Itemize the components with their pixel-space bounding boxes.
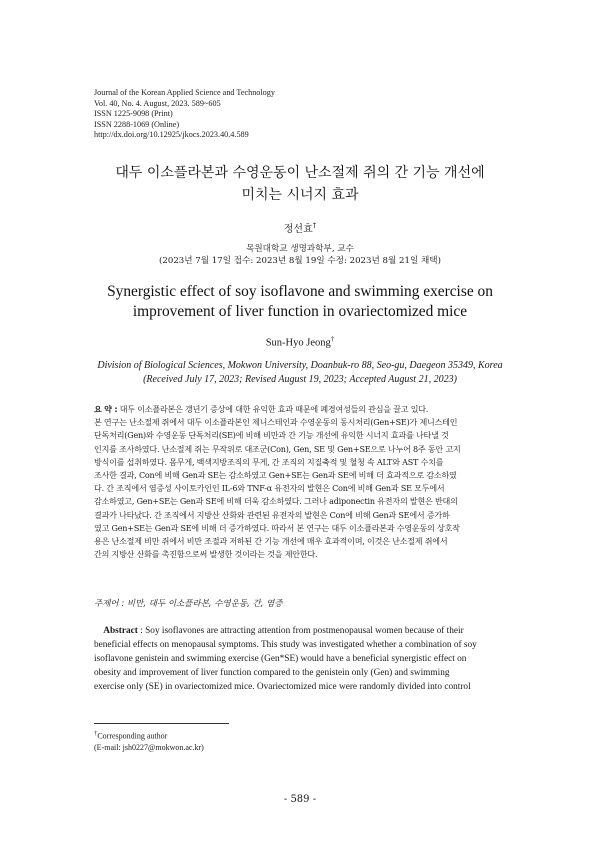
- korean-affiliation: 목원대학교 생명과학부, 교수: [246, 244, 354, 254]
- korean-abstract-line: 요 약 : 대두 이소플라본은 갱년기 증상에 대한 유익한 효과 때문에 폐경여성들의 관심을 끌고 있다.: [94, 405, 429, 414]
- journal-volume: Vol. 40, No. 4. August, 2023. 589~605: [94, 98, 221, 108]
- doi-link[interactable]: http://dx.doi.org/10.12925/jkocs.2023.40.4.589: [94, 130, 249, 140]
- korean-affiliation-block: [0, 243, 600, 267]
- korean-abstract: [94, 403, 508, 561]
- english-abstract-line: beneficial effects on menopausal symptoms. This study was investigated whether a combination of soy: [94, 640, 477, 651]
- english-title-line2: improvement of liver function in ovariectomized mice: [132, 303, 468, 320]
- korean-abstract-line: 결과가 나타났다. 간 조직에서 지방산 산화와 관련된 유전자의 발현은 Con에 비해 Gen과 SE에서 증가하: [94, 510, 450, 520]
- korean-dates: (2023년 7월 17일 접수: 2023년 8월 19일 수정: 2023년 8월 21일 채택): [159, 256, 441, 266]
- english-abstract-line: Abstract : Soy isoflavones are attracting attention from postmenopausal women because of their: [103, 626, 464, 636]
- english-affiliation-block: [0, 359, 600, 387]
- korean-keywords: 주제어 : 비만, 대두 이소플라본, 수영운동, 간, 염증: [94, 599, 283, 609]
- korean-abstract-line: 용은 난소절제 비만 쥐에서 비만 조절과 저하된 간 기능 개선에 매우 효과적이며, 이것은 난소절제 쥐에서: [94, 537, 448, 547]
- korean-abstract-line: 본 연구는 난소절제 쥐에서 대두 이소플라본인 제니스테인과 수영운동의 동시처리(Gen+SE)가 제니스테인: [94, 418, 458, 428]
- page-number: - 589 -: [283, 794, 317, 805]
- english-abstract-label: Abstract: [103, 626, 138, 636]
- english-author-mark: †: [330, 335, 335, 343]
- korean-author: [0, 220, 600, 235]
- journal-info: [94, 88, 394, 141]
- korean-title-line2: 미치는 시너지 효과: [241, 187, 359, 203]
- english-author: [0, 335, 600, 349]
- korean-title-line1: 대두 이소플라본과 수영운동이 난소절제 쥐의 간 기능 개선에: [115, 165, 485, 181]
- english-abstract-line: obesity and improvement of liver function compared to the genistein only (Gen) and swimming: [94, 668, 450, 679]
- korean-author-mark: †: [312, 221, 317, 230]
- english-dates: (Received July 17, 2023; Revised August 19, 2023; Accepted August 21, 2023): [143, 374, 457, 385]
- korean-abstract-line: 였고 Gen+SE는 Gen과 SE에 비해 더 증가하였다. 따라서 본 연구는 대두 이소플라본과 수영운동의 상호작: [94, 523, 460, 533]
- korean-abstract-label: 요 약 :: [94, 405, 118, 414]
- korean-abstract-line: 간의 지방산 산화를 촉진함으로써 발생한 것이라는 것을 제안한다.: [94, 550, 318, 560]
- english-abstract-line: isoflavone genistein and swimming exercise (Gen*SE) would have a beneficial synergistic effect on: [94, 654, 467, 665]
- footnote-divider: [94, 723, 229, 724]
- english-title: [60, 282, 540, 322]
- english-author-name: Sun-Hyo Jeong: [265, 337, 331, 349]
- korean-abstract-line: 인지를 조사하였다. 난소절제 쥐는 무작위로 대조군(Con), Gen, SE 및 Gen+SE으로 나누어 8주 동안 고지: [94, 444, 461, 454]
- english-affiliation: Division of Biological Sciences, Mokwon University, Doanbuk-ro 88, Seo-gu, Daegeon 35349, Korea: [97, 360, 503, 371]
- english-abstract: [94, 624, 508, 694]
- footnote-email: (E-mail: jsh0227@mokwon.ac.kr): [94, 743, 204, 753]
- korean-abstract-line: 단독처리(Gen)와 수영운동 단독처리(SE)에 비해 비만과 간 기능 개선에 유익한 시너지 효과를 나타낼 것: [94, 431, 449, 441]
- journal-name: Journal of the Korean Applied Science and Technology: [94, 88, 275, 97]
- english-title-line1: Synergistic effect of soy isoflavone and swimming exercise on: [107, 283, 493, 300]
- korean-abstract-line: 다. 간 조직에서 염증성 사이토카인인 IL-6와 TNF-α 유전자의 발현은 Con에 비해 Gen과 SE 모두에서: [94, 484, 445, 494]
- english-abstract-line: exercise only (SE) in ovariectomized mice. Ovariectomized mice were randomly divided into control: [94, 682, 471, 693]
- korean-abstract-line: 조사한 결과, Con에 비해 Gen과 SE는 감소하였고 Gen+SE는 Gen과 SE에 비해 더 효과적으로 감소하였: [94, 471, 457, 481]
- korean-author-name: 정선효: [283, 224, 313, 235]
- korean-abstract-line: 방식이를 섭취하였다. 몸무게, 백색지방조직의 무게, 간 조직의 지질축적 및 혈청 속 ALT와 AST 수치를: [94, 457, 444, 467]
- footnote-corresponding: †Corresponding author: [94, 730, 168, 741]
- korean-abstract-line: 감소하였고, Gen+SE는 Gen과 SE에 비해 더욱 감소하였다. 그러나 adiponectin 유전자의 발현은 반대의: [94, 497, 458, 507]
- issn-print: ISSN 1225-9098 (Print): [94, 109, 173, 119]
- issn-online: ISSN 2288-1069 (Online): [94, 119, 180, 129]
- footnote: [94, 728, 204, 754]
